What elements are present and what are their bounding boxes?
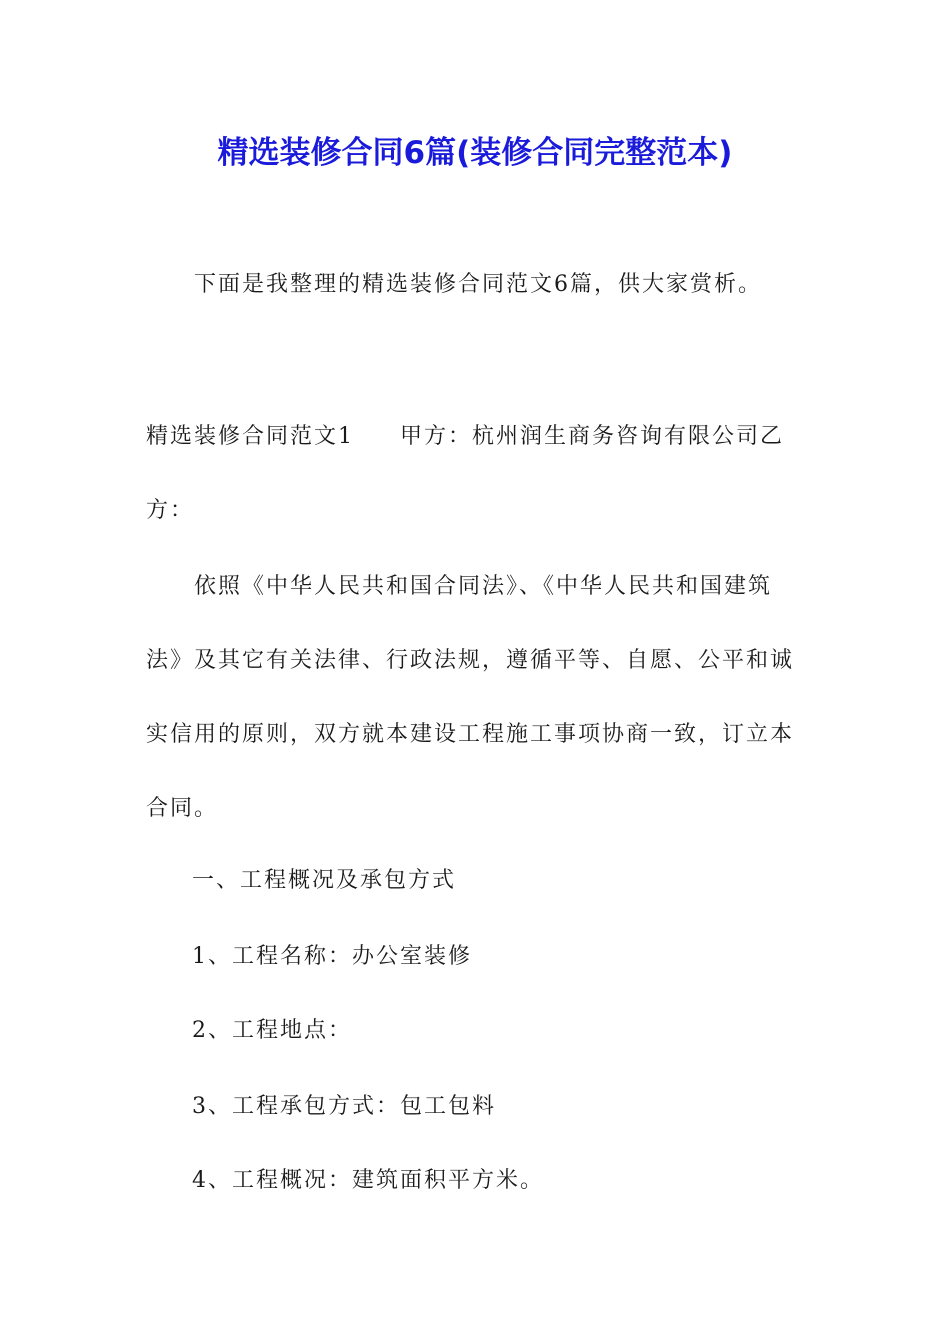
document-title: 精选装修合同6篇(装修合同完整范本): [217, 135, 733, 171]
clause-item-method: 3、工程承包方式：包工包料: [192, 1094, 496, 1119]
clause-heading: 一、工程概况及承包方式: [192, 868, 457, 893]
section-1-paragraph: [146, 400, 806, 548]
clause-item-overview: 4、工程概况：建筑面积平方米。: [192, 1168, 544, 1193]
intro-paragraph: 下面是我整理的精选装修合同范文6篇，供大家赏析。: [194, 272, 762, 297]
clause-item-name: 1、工程名称：办公室装修: [192, 944, 472, 969]
legal-basis-paragraph: 依照《中华人民共和国合同法》、《中华人民共和国建筑法》及其它有关法律、行政法规，遵循平等、自愿、公平和诚实信用的原则，双方就本建设工程施工事项协商一致，订立本合同。: [146, 574, 795, 821]
clause-item-location: 2、工程地点：: [192, 1018, 352, 1043]
section-1-heading: 精选装修合同范文1: [146, 424, 354, 449]
party-info: 甲方：杭州润生商务咨询有限公司乙方：: [146, 424, 785, 523]
